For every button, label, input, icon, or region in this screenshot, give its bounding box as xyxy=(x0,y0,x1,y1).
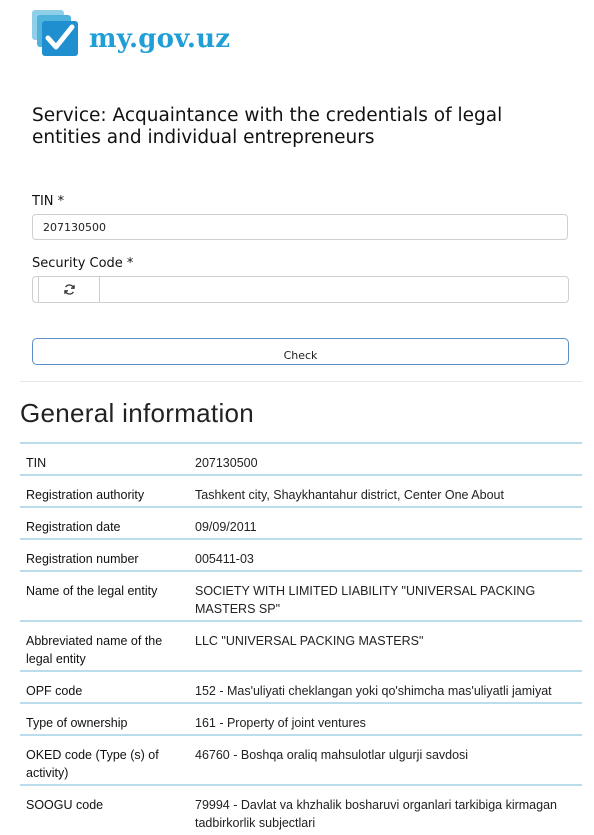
check-button[interactable]: Check xyxy=(32,338,569,365)
table-row xyxy=(20,785,582,835)
row-value: 152 - Mas'uliyati cheklangan yoki qo'shimcha mas'uliyatli jamiyat xyxy=(195,684,552,698)
row-key: OKED code (Type (s) of activity) xyxy=(26,748,159,780)
tin-label: TIN * xyxy=(32,194,65,209)
table-row xyxy=(20,703,582,735)
table-row xyxy=(20,671,582,703)
row-value: LLC "UNIVERSAL PACKING MASTERS" xyxy=(195,634,424,648)
row-key: OPF code xyxy=(26,684,83,698)
row-key: Abbreviated name of the legal entity xyxy=(26,634,163,666)
row-value: 207130500 xyxy=(195,456,258,470)
row-key: TIN xyxy=(26,456,47,470)
row-key: Registration date xyxy=(26,520,121,534)
security-code-label: Security Code * xyxy=(32,256,134,271)
refresh-icon xyxy=(63,283,76,296)
row-key: Registration authority xyxy=(26,488,145,502)
table-row xyxy=(20,475,582,507)
table-row xyxy=(20,571,582,621)
security-code-field[interactable] xyxy=(32,276,569,303)
table-row xyxy=(20,507,582,539)
checkmark-logo-icon xyxy=(31,10,79,58)
row-value: Tashkent city, Shaykhantahur district, Center One About xyxy=(195,488,504,502)
service-title: Service: Acquaintance with the credentials of legal entities and individual entrepreneurs xyxy=(32,105,503,148)
brand-name: my.gov.uz xyxy=(89,24,231,54)
table-row xyxy=(20,539,582,571)
table-row xyxy=(20,735,582,785)
row-value: 005411-03 xyxy=(195,552,254,566)
row-value: 79994 - Davlat va khzhalik bosharuvi organlari tarkibiga kirmagan tadbirkorlik subjectlari xyxy=(195,798,557,830)
row-value: 09/09/2011 xyxy=(195,520,257,534)
captcha-refresh-button[interactable] xyxy=(38,276,100,303)
row-value: SOCIETY WITH LIMITED LIABILITY "UNIVERSAL PACKING MASTERS SP" xyxy=(195,584,536,616)
row-key: Type of ownership xyxy=(26,716,128,730)
row-key: SOOGU code xyxy=(26,798,104,812)
section-title-general-information: General information xyxy=(20,398,255,428)
site-logo[interactable] xyxy=(31,10,231,58)
table-row xyxy=(20,621,582,671)
table-row xyxy=(20,443,582,475)
row-key: Name of the legal entity xyxy=(26,584,158,598)
row-value: 161 - Property of joint ventures xyxy=(195,716,366,730)
divider xyxy=(20,381,582,382)
row-key: Registration number xyxy=(26,552,139,566)
row-value: 46760 - Boshqa oraliq mahsulotlar ulgurji savdosi xyxy=(195,748,469,762)
general-information-table xyxy=(20,442,582,835)
tin-input[interactable]: 207130500 xyxy=(32,214,568,240)
